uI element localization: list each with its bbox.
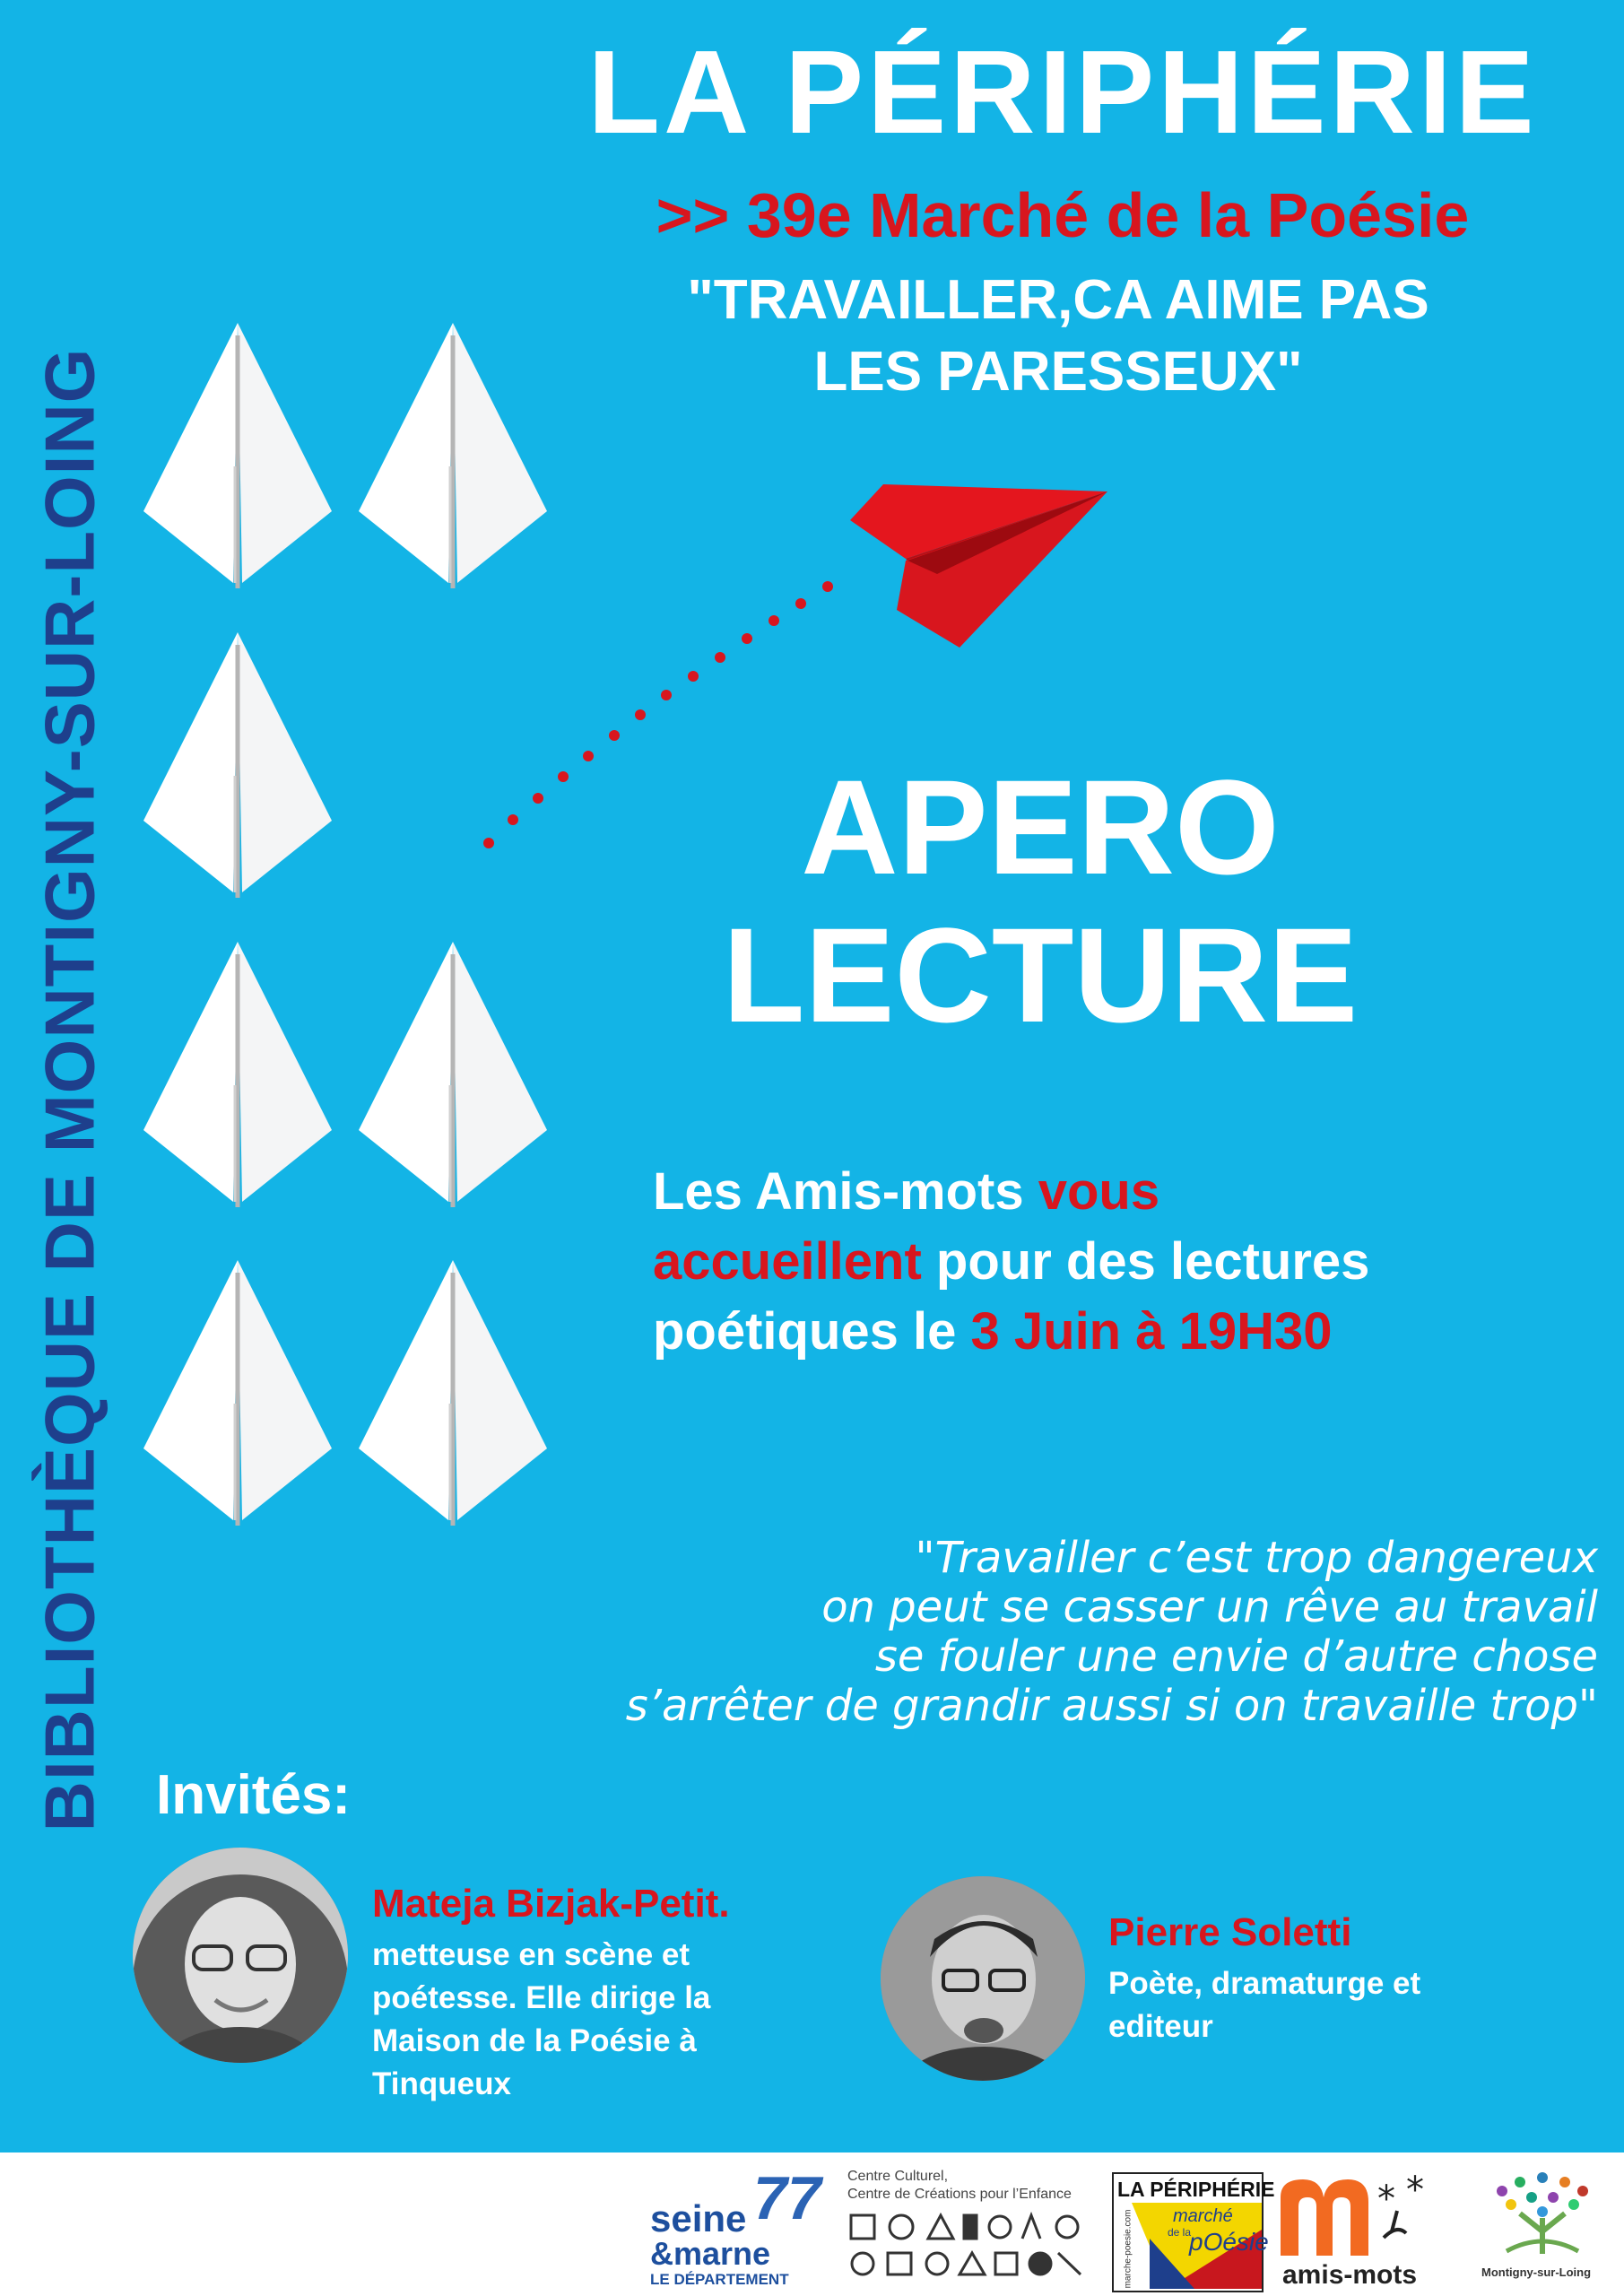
- montigny-label: Montigny-sur-Loing: [1481, 2266, 1592, 2279]
- quote-line-3: se fouler une envie d’autre chose: [874, 1631, 1598, 1682]
- montigny-tree-icon: [1480, 2169, 1605, 2258]
- periph-line3: pOésie: [1189, 2228, 1269, 2256]
- guest-1-desc-line: metteuse en scène et: [372, 1937, 690, 1972]
- seine-marne-number: 77: [753, 2164, 821, 2232]
- event-line-2: LECTURE: [722, 900, 1359, 1050]
- centre-line1: Centre Culturel,: [847, 2169, 949, 2184]
- quote-line-4: s’arrêter de grandir aussi si on travaille trop": [625, 1681, 1598, 1731]
- theme-line-1: "TRAVAILLER,CA AIME PAS: [687, 269, 1429, 331]
- page-title: LA PÉRIPHÉRIE: [587, 26, 1538, 158]
- periph-url: marche-poesie.com: [1123, 2209, 1133, 2289]
- subtitle: >> 39e Marché de la Poésie: [656, 180, 1470, 250]
- amis-mots-label: amis-mots: [1282, 2260, 1418, 2290]
- seine-marne-line3: LE DÉPARTEMENT: [650, 2271, 789, 2288]
- seine-marne-line2: &marne: [650, 2235, 771, 2272]
- periph-line1: marché: [1173, 2206, 1233, 2226]
- invite-part-1: Les Amis-mots: [653, 1162, 1038, 1221]
- white-plane-6: [143, 1260, 332, 1526]
- invite-part-5: poétiques le: [653, 1302, 971, 1361]
- white-plane-2: [359, 323, 547, 588]
- vertical-title: BIBLIOTHÈQUE DE MONTIGNY-SUR-LOING: [30, 347, 109, 1832]
- theme-title: [538, 265, 1578, 408]
- centre-line2: Centre de Créations pour l’Enfance: [847, 2187, 1072, 2202]
- quote-line-1: "Travailler c’est trop dangereux: [915, 1533, 1598, 1583]
- guest-2-portrait-icon: [881, 1876, 1085, 2081]
- event-line-1: APERO: [801, 752, 1280, 902]
- white-plane-5: [359, 942, 547, 1207]
- guest-1-desc-line: Maison de la Poésie à: [372, 2023, 697, 2058]
- invite-date: 3 Juin à 19H30: [970, 1302, 1333, 1361]
- guest-2-photo: [881, 1876, 1085, 2081]
- event-title: [556, 753, 1524, 1049]
- marche-poesie-logo: [1112, 2172, 1275, 2292]
- guests-heading: Invités:: [156, 1764, 352, 1826]
- invite-part-4: pour des lectures: [921, 1232, 1370, 1291]
- centre-culturel-logo: [847, 2169, 1107, 2285]
- montigny-logo: [1471, 2169, 1614, 2285]
- white-plane-1: [143, 323, 332, 588]
- periph-title: LA PÉRIPHÉRIE: [1117, 2178, 1275, 2201]
- theme-line-2: LES PARESSEUX": [813, 341, 1303, 403]
- amis-mots-m-icon: [1272, 2161, 1451, 2260]
- guest-1-portrait-icon: [133, 1848, 348, 2063]
- invitation-text: [653, 1157, 1603, 1367]
- seine-marne-line1: seine: [650, 2197, 747, 2239]
- white-plane-4: [143, 942, 332, 1207]
- svg-text:*: *: [1377, 2179, 1395, 2220]
- guest-2-desc-line: Poète, dramaturge et: [1108, 1966, 1421, 2001]
- periph-line2: de la: [1168, 2226, 1192, 2239]
- quote-line-2: on peut se casser un rêve au travail: [821, 1582, 1598, 1632]
- footer-logos: [0, 2152, 1624, 2296]
- guest-1-name: Mateja Bizjak-Petit.: [372, 1882, 730, 1926]
- centre-pictograms-icon: [847, 2210, 1099, 2282]
- guest-2-desc-line: editeur: [1108, 2009, 1213, 2044]
- invite-part-3: accueillent: [653, 1232, 922, 1291]
- guest-2-description: [1108, 1962, 1420, 2048]
- white-plane-3: [143, 632, 332, 898]
- guest-2-name: Pierre Soletti: [1108, 1910, 1352, 1954]
- quote: [502, 1534, 1598, 1731]
- white-plane-7: [359, 1260, 547, 1526]
- seine-marne-logo: [650, 2163, 829, 2289]
- svg-text:*: *: [1406, 2170, 1424, 2211]
- guest-1-desc-line: poétesse. Elle dirige la: [372, 1980, 711, 2015]
- guest-1-desc-line: Tinqueux: [372, 2066, 511, 2101]
- invite-part-2: vous: [1038, 1162, 1160, 1221]
- guest-1-photo: [133, 1848, 348, 2063]
- guest-1-description: [372, 1934, 710, 2106]
- amis-mots-logo: [1272, 2161, 1451, 2292]
- red-plane: [850, 484, 1107, 648]
